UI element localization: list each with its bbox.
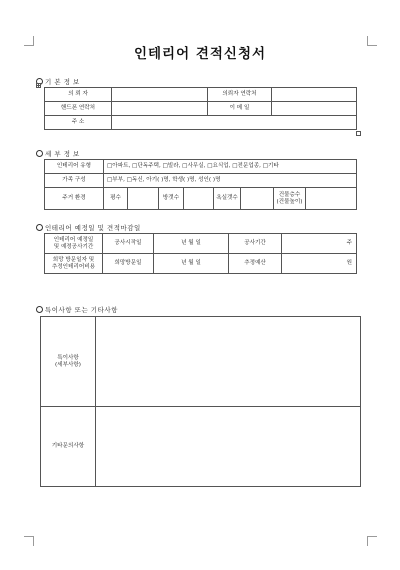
rooms-value-cell[interactable] [184,188,214,210]
visit-budget-label-line2: 추정인테리어비용 [51,263,96,270]
period-label: 공사기간 [229,234,282,254]
section-basic-label: 기 본 정 보 [45,78,80,86]
budget-field[interactable]: 원 [282,254,357,274]
schedule-table [44,233,357,274]
notes-table [40,316,361,487]
visit-date-field[interactable]: 년 월 일 [154,254,229,274]
circle-bullet-icon [36,224,43,231]
housing-label: 주거 환경 [45,188,104,210]
email-value-cell[interactable] [272,102,357,116]
email-label: 이 메 일 [208,102,272,116]
family-label: 가족 구성 [45,174,104,188]
crop-mark-bottom-left [24,536,34,546]
section-basic-heading [36,77,80,86]
budget-label: 추정예산 [229,254,282,274]
visit-budget-label-line1: 희망 방문일자 및 [52,256,95,263]
floors-value-cell[interactable] [306,188,357,210]
special-notes-label [41,317,96,407]
section-notes-label: 특이사항 또는 기타사항 [45,306,118,314]
address-value-cell[interactable] [112,116,357,130]
special-notes-label-line1: 특이사항 [57,354,79,361]
visit-budget-label [45,254,103,274]
crop-mark-bottom-right [367,536,377,546]
client-value-cell[interactable] [112,88,208,102]
table-row [45,234,357,254]
interior-type-label: 인테리어 유형 [45,160,104,174]
family-options[interactable]: □부부, □독신, 아기( )명, 학생( )명, 성인( )명 [104,174,357,188]
schedule-label-line1: 인테리어 예정일 [53,236,94,243]
rooms-label: 방갯수 [159,188,184,210]
address-label: 주 소 [45,116,112,130]
table-row [45,188,357,210]
client-label: 의 뢰 자 [45,88,112,102]
floors-label [274,188,306,210]
table-row [45,88,357,102]
circle-bullet-icon [36,306,43,313]
start-date-label: 공사시작일 [103,234,154,254]
floors-label-line1: 건물층수 [278,191,301,198]
table-row [45,254,357,274]
table-row [45,102,357,116]
other-inquiry-field[interactable] [96,407,361,487]
schedule-label-line2: 및 예정공사기간 [53,243,94,250]
bathrooms-value-cell[interactable] [241,188,274,210]
section-notes-heading [36,305,118,314]
table-move-handle-icon[interactable] [36,83,41,88]
client-contact-label: 의뢰자 연락처 [208,88,272,102]
period-field[interactable]: 주 [282,234,357,254]
table-row [45,174,357,188]
section-schedule-label: 인테리어 예정일 및 견적마감일 [45,224,141,232]
visit-date-label: 희망방문일 [103,254,154,274]
mobile-label: 핸드폰 연락처 [45,102,112,116]
section-detail-label: 세 부 정 보 [45,150,80,158]
client-contact-value-cell[interactable] [272,88,357,102]
circle-bullet-icon [36,150,43,157]
area-value-cell[interactable] [128,188,159,210]
special-notes-label-line2: (세부사항) [55,361,81,368]
area-label: 평수 [104,188,128,210]
detail-info-table [44,159,357,210]
bathrooms-label: 욕실갯수 [214,188,241,210]
mobile-value-cell[interactable] [112,102,208,116]
section-detail-heading [36,149,80,158]
document-title: 인테리어 견적신청서 [133,46,267,62]
table-row [41,317,361,407]
section-schedule-heading [36,223,141,232]
table-resize-handle-icon[interactable] [356,131,361,136]
table-row [45,160,357,174]
special-notes-field[interactable] [96,317,361,407]
interior-type-options[interactable]: □아파트, □단독주택, □빌라, □사무실, □요식업, □전문업종, □기타 [104,160,357,174]
other-inquiry-label: 기타문의사항 [41,407,96,487]
basic-info-table [44,87,357,130]
table-row [41,407,361,487]
schedule-label [45,234,103,254]
table-row [45,116,357,130]
floors-label-line2: (건물높이) [276,198,303,205]
start-date-field[interactable]: 년 월 일 [154,234,229,254]
